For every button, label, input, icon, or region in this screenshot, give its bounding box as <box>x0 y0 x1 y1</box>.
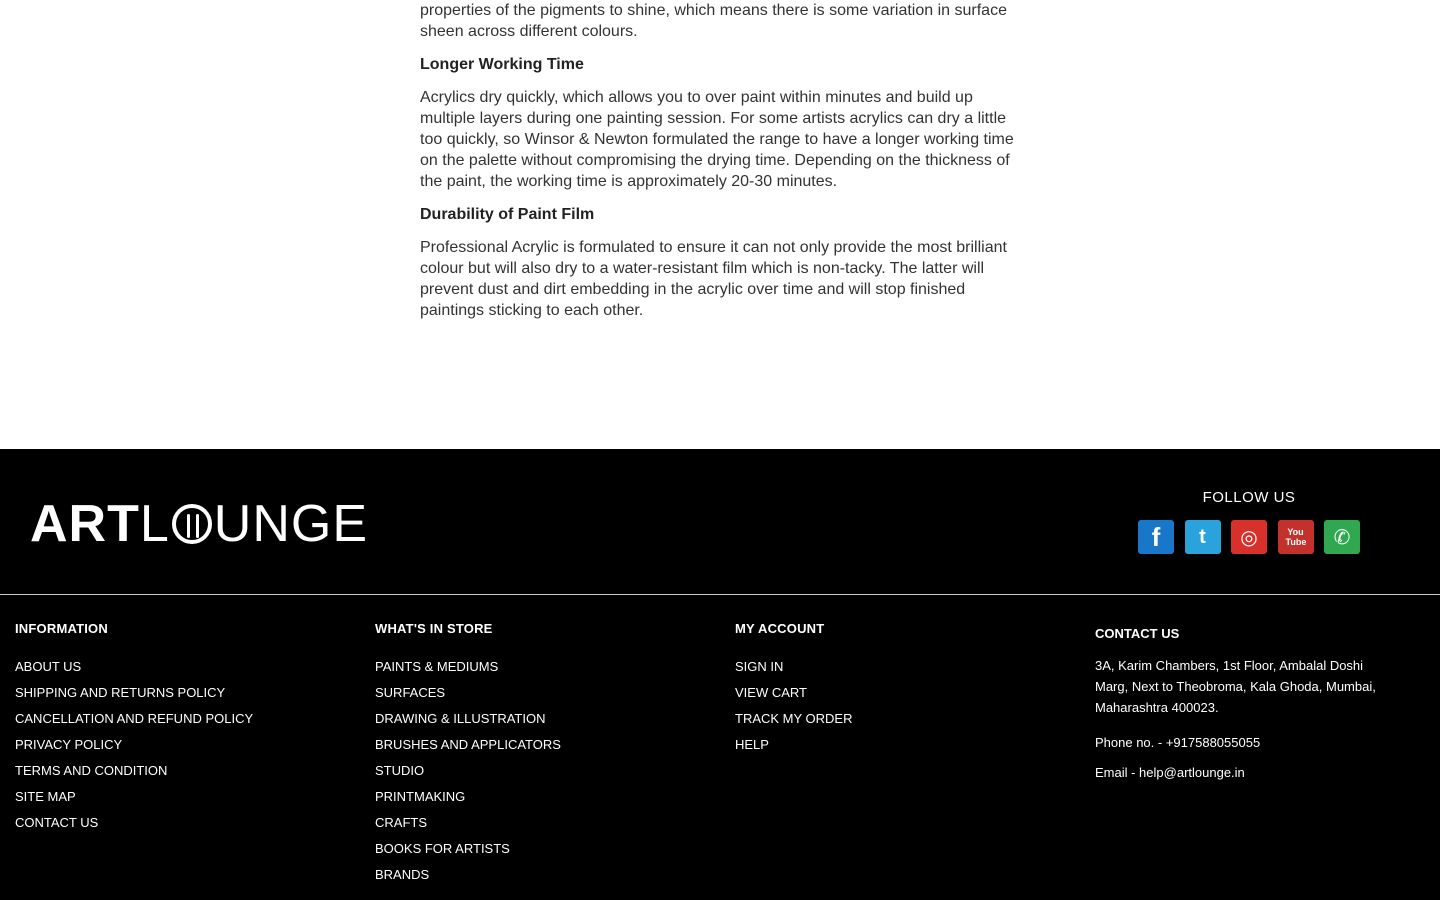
site-footer <box>0 449 1440 900</box>
information-link[interactable]: CANCELLATION AND REFUND POLICY <box>15 711 254 726</box>
whatsapp-icon[interactable] <box>1324 520 1360 554</box>
footer-divider <box>0 594 1440 595</box>
twitter-icon-glyph: t <box>1199 525 1206 548</box>
twitter-icon[interactable] <box>1185 520 1221 554</box>
artlounge-logo[interactable] <box>30 495 369 553</box>
section-body-durability: Professional Acrylic is formulated to ensure it can not only provide the most brilliant colour but will also dry to a water-resistant film which is non-tacky. The latter will prevent dust and dirt embedding in the acrylic over time and will stop finished paintings sticking to each other. <box>420 239 1007 319</box>
footer-store <box>375 621 561 888</box>
logo-unge-letters: UNGE <box>213 495 369 553</box>
information-link[interactable]: CONTACT US <box>15 815 99 830</box>
information-heading: INFORMATION <box>15 621 108 636</box>
account-link[interactable]: TRACK MY ORDER <box>735 711 853 726</box>
product-description <box>420 0 1025 333</box>
information-link[interactable]: PRIVACY POLICY <box>15 737 123 752</box>
account-heading: MY ACCOUNT <box>735 621 825 636</box>
store-links <box>375 654 561 888</box>
store-link[interactable]: DRAWING & ILLUSTRATION <box>375 711 546 726</box>
store-heading: WHAT'S IN STORE <box>375 621 493 636</box>
store-link[interactable]: BOOKS FOR ARTISTS <box>375 841 510 856</box>
intro-line: properties of the pigments to shine, which means there is some variation in surface <box>420 2 1007 19</box>
contact-email[interactable]: Email - help@artlounge.in <box>1095 765 1245 780</box>
store-link[interactable]: BRUSHES AND APPLICATORS <box>375 737 561 752</box>
store-link[interactable]: PAINTS & MEDIUMS <box>375 659 499 674</box>
brush-circle-icon <box>172 504 212 544</box>
information-link[interactable]: SHIPPING AND RETURNS POLICY <box>15 685 226 700</box>
whatsapp-icon-glyph: ✆ <box>1333 526 1351 549</box>
contact-address: 3A, Karim Chambers, 1st Floor, Ambalal Doshi Marg, Next to Theobroma, Kala Ghoda, Mumbai, Maharashtra 400023. <box>1095 658 1376 715</box>
contact-phone[interactable]: Phone no. - +917588055055 <box>1095 735 1261 750</box>
section-heading-working-time: Longer Working Time <box>420 56 584 73</box>
instagram-icon-glyph: ◎ <box>1240 526 1258 549</box>
contact-heading: CONTACT US <box>1095 626 1180 641</box>
logo-lounge-text <box>139 495 369 553</box>
follow-us-title: FOLLOW US <box>1202 489 1296 506</box>
facebook-icon-glyph: f <box>1151 521 1161 552</box>
footer-contact <box>1095 626 1395 792</box>
account-links <box>735 654 853 758</box>
youtube-icon-glyph: You Tube <box>1285 527 1307 547</box>
facebook-icon[interactable] <box>1138 520 1174 554</box>
youtube-icon[interactable] <box>1278 520 1314 554</box>
information-links <box>15 654 253 836</box>
information-link[interactable]: SITE MAP <box>15 789 76 804</box>
footer-information <box>15 621 253 836</box>
footer-account <box>735 621 853 758</box>
store-link[interactable]: CRAFTS <box>375 815 427 830</box>
logo-l-letter: L <box>139 495 170 553</box>
intro-line: sheen across different colours. <box>420 23 638 40</box>
store-link[interactable]: STUDIO <box>375 763 425 778</box>
store-link[interactable]: BRANDS <box>375 867 430 882</box>
store-link[interactable]: PRINTMAKING <box>375 789 466 804</box>
account-link[interactable]: SIGN IN <box>735 659 784 674</box>
information-link[interactable]: ABOUT US <box>15 659 82 674</box>
section-body-working-time: Acrylics dry quickly, which allows you to over paint within minutes and build up multiple layers during one painting session. For some artists acrylics can dry a little too quickly, so Winsor & Newton formulated the range to have a longer working time on the palette without compromising the drying time. Depending on the thickness of the paint, the working time is approximately 20-30 minutes. <box>420 89 1014 190</box>
account-link[interactable]: VIEW CART <box>735 685 807 700</box>
account-link[interactable]: HELP <box>735 737 769 752</box>
instagram-icon[interactable] <box>1231 520 1267 554</box>
information-link[interactable]: TERMS AND CONDITION <box>15 763 168 778</box>
section-heading-durability: Durability of Paint Film <box>420 206 595 223</box>
social-icons <box>1138 520 1360 554</box>
store-link[interactable]: SURFACES <box>375 685 446 700</box>
description-intro <box>420 0 1025 42</box>
logo-art-text: ART <box>30 495 140 553</box>
follow-us <box>1138 489 1360 554</box>
